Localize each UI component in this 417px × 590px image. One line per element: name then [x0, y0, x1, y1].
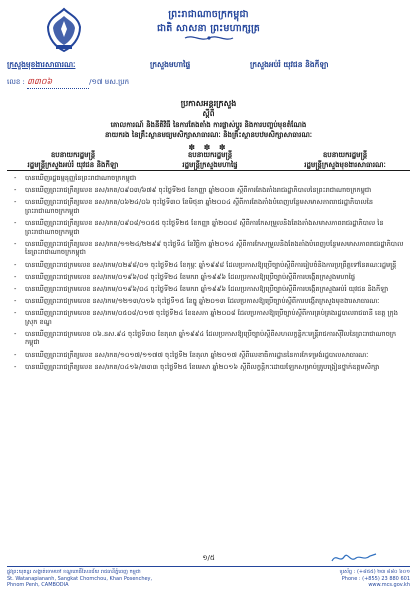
website-link[interactable]: www.mcs.gov.kh [368, 582, 410, 588]
signatory-block-education [8, 151, 138, 171]
footer-address [7, 569, 152, 589]
list-item: - បានឃើញព្រះរាជក្រឹត្យលេខ នស/រកត/០៩០៣/៦៧៩ ចុះថ្ងៃទី២៥ ខែកញ្ញា ឆ្នាំ២០០៣ ស្តីពីការតែងតាំងរាជរដ្ឋាភិបាលនៃព្រះរាជាណាចក្រកម្ពុជា [14, 186, 409, 195]
list-item: - បានឃើញព្រះរាជក្រឹត្យលេខ នស/រកត/០៦២៤/០៦ ចុះថ្ងៃទី៣០ ខែមិថុនា ឆ្នាំ២០០៤ ស្តីពីការតែងតាំងបំពេញបន្ថែមសមាសភាពរាជរដ្ឋាភិបាលនៃព្រះរាជាណាចក្រកម្ពុជា [14, 198, 409, 215]
phone-khmer: ទូរស័ព្ទ : (+៨៥៥) ២៣ ៨៨០ ៦០១ [339, 569, 410, 575]
co-ministry-interior: ក្រសួងមហាផ្ទៃ [150, 60, 191, 69]
list-item: - បានឃើញព្រះរាជក្រមលេខ នស/រកម/០២៩៨/០១ ចុះថ្ងៃទី២៤ ខែកុម្ភៈ ឆ្នាំ១៩៩៨ ដែលប្រកាសឱ្យប្រើច្បាប់ស្តីពីការរៀបចំនិងការប្រព្រឹត្តទៅនៃគណៈរដ្ឋមន្ត្រី [14, 261, 409, 270]
deputies-underline [7, 170, 410, 171]
signatory-block-civil-service [280, 151, 410, 171]
reference-suffix: /១៧ មស.ប្រក [89, 78, 130, 86]
signatory-block-interior [145, 151, 275, 171]
document-subject-line-1: គោលការណ៍ និងនីតិវិធី នៃការតែងតាំង ការផ្លាស់ប្តូរ និងការបញ្ចប់មុខតំណែង [110, 121, 307, 129]
list-item: - បានឃើញព្រះរាជក្រឹត្យលេខ នស/រកត/០៩០៨/១០៥៥ ចុះថ្ងៃទី២៥ ខែកញ្ញា ឆ្នាំ២០០៨ ស្តីពីការកែសម្រួលនិងតែងតាំងសមាសភាពរាជរដ្ឋាភិបាល នៃព្រះរាជាណាចក្រកម្ពុជា [14, 219, 409, 236]
list-item: - បានឃើញព្រះរាជក្រមលេខ នស/រកម/០៥០៨/០១៧ ចុះថ្ងៃទី២៤ ខែឧសភា ឆ្នាំ២០០៨ ដែលប្រកាសឱ្យប្រើច្បាប់ស្តីពីការគ្រប់គ្រងរដ្ឋបាលរាជធានី ខេត្ត ក្រុង ស្រុក ខណ្ឌ [14, 309, 409, 326]
list-item: - បានឃើញព្រះរាជក្រឹត្យលេខ នស/រកត/១០១៧/១១៧៧ ចុះថ្ងៃទី២ ខែតុលា ឆ្នាំ២០១៧ ស្តីពីលេខាធិការដ្ឋាននៃការកែទម្រង់រដ្ឋបាលសាធារណៈ [14, 351, 409, 360]
reference-label: លេខ : [7, 78, 25, 86]
list-item: - បានឃើញព្រះរាជក្រមលេខ នស/រកម/១២១៣/០១៦ ចុះថ្ងៃទី១៥ ខែធ្នូ ឆ្នាំ២០១៣ ដែលប្រកាសឱ្យប្រើច្បាប់ស្តីពីការបង្កើតក្រសួងមុខងារសាធារណៈ [14, 297, 409, 306]
address-english-1: St. Watanapiananh, Sangkat Chomchou, Khan Posenchey, [7, 575, 153, 582]
list-item: - បានឃើញព្រះរាជក្រមលេខ នស/រកម/០១៩៦/០៨ ចុះថ្ងៃទី២៤ ខែមករា ឆ្នាំ១៩៩៦ ដែលប្រកាសឱ្យប្រើច្បាប់ស្តីពីការបង្កើតក្រសួងមហាផ្ទៃ [14, 273, 409, 282]
footer-divider [7, 566, 410, 567]
reference-line [7, 76, 129, 89]
signatory-role: រដ្ឋមន្ត្រីក្រសួងមហាផ្ទៃ [182, 161, 238, 169]
issuing-ministry: ក្រសួងមុខងារសាធារណៈ [7, 60, 76, 69]
section-separator: ✽ ✽ ✽ [188, 143, 229, 152]
list-item: - បានឃើញព្រះរាជក្រឹត្យលេខ នស/រកត/១១២៤/២២៩៩ ចុះថ្ងៃទី៤ ខែវិច្ឆិកា ឆ្នាំ២០១៤ ស្តីពីការកែសម្រួលនិងតែងតាំងបំពេញបន្ថែមសមាសភាពរាជរដ្ឋាភិបាល នៃព្រះរាជាណាចក្រកម្ពុជា [14, 240, 409, 257]
list-item: - បានឃើញព្រះរាជក្រមលេខ ០៦.នស.៩៤ ចុះថ្ងៃទី៣០ ខែតុលា ឆ្នាំ១៩៩៤ ដែលប្រកាសឱ្យប្រើច្បាប់ស្តីពីសហលក្ខន្តិកៈមន្ត្រីរាជការស៊ីវិលនៃព្រះរាជាណាចក្រកម្ពុជា [14, 330, 409, 347]
kingdom-title: ព្រះរាជាណាចក្រកម្ពុជា [168, 9, 249, 20]
footer-contact [320, 569, 410, 589]
page-number: ១/៥ [202, 554, 215, 562]
address-khmer: ផ្លូវព្រះយុគន្ធរ សង្កាត់ចោមចៅ ខណ្ឌពោធិ៍សែនជ័យ រាជធានីភ្នំពេញ កម្ពុជា [7, 569, 141, 575]
reference-number: ៣៣០៦ [27, 76, 89, 89]
list-item: - បានឃើញរដ្ឋធម្មនុញ្ញនៃព្រះរាជាណាចក្រកម្ពុជា [14, 174, 409, 183]
signatory-role: រដ្ឋមន្ត្រីក្រសួងអប់រំ យុវជន និងកីឡា [27, 161, 119, 169]
list-item: - បានឃើញព្រះរាជក្រមលេខ នស/រកម/០១៩៦/០៤ ចុះថ្ងៃទី២៤ ខែមករា ឆ្នាំ១៩៩៦ ដែលប្រកាសឱ្យប្រើច្បាប់ស្តីពីការបង្កើតក្រសួងអប់រំ យុវជន និងកីឡា [14, 285, 409, 294]
signatory-rank: ឧបនាយករដ្ឋមន្ត្រី [50, 151, 96, 159]
list-item: - បានឃើញព្រះរាជក្រឹត្យលេខ នស/រកត/០៤១៦/៣៣៣ ចុះថ្ងៃទី២៥ ខែមេសា ឆ្នាំ២០១៦ ស្តីពីលក្ខន្តិកៈដោយឡែកសម្រាប់គ្រូបង្រៀនថ្នាក់ឧត្តមសិក្សា [14, 363, 409, 372]
document-subject-line-2: នាយករង នៃគ្រឹះស្ថានមធ្យមសិក្សាសាធារណៈ និងគ្រឹះស្ថានបឋមសិក្សាសាធារណៈ [104, 131, 312, 139]
signatory-rank: ឧបនាយករដ្ឋមន្ត្រី [187, 151, 233, 159]
phone-english: Phone : (+855) 23 880 601 [341, 575, 410, 582]
co-ministry-education: ក្រសួងអប់រំ យុវជន និងកីឡា [250, 60, 329, 69]
ornament-divider-icon [183, 34, 235, 42]
signatory-role: រដ្ឋមន្ត្រីក្រសួងមុខងារសាធារណៈ [304, 161, 386, 169]
signatory-rank: ឧបនាយករដ្ឋមន្ត្រី [322, 151, 368, 159]
address-english-2: Phnom Penh, CAMBODIA [7, 582, 69, 588]
document-type: ប្រកាសអន្តរក្រសួង [180, 99, 237, 108]
initials-signature-icon [330, 551, 378, 565]
document-about: ស្តីពី [202, 109, 215, 118]
national-motto: ជាតិ សាសនា ព្រះមហាក្សត្រ [156, 23, 261, 34]
considerations-list [14, 174, 409, 375]
